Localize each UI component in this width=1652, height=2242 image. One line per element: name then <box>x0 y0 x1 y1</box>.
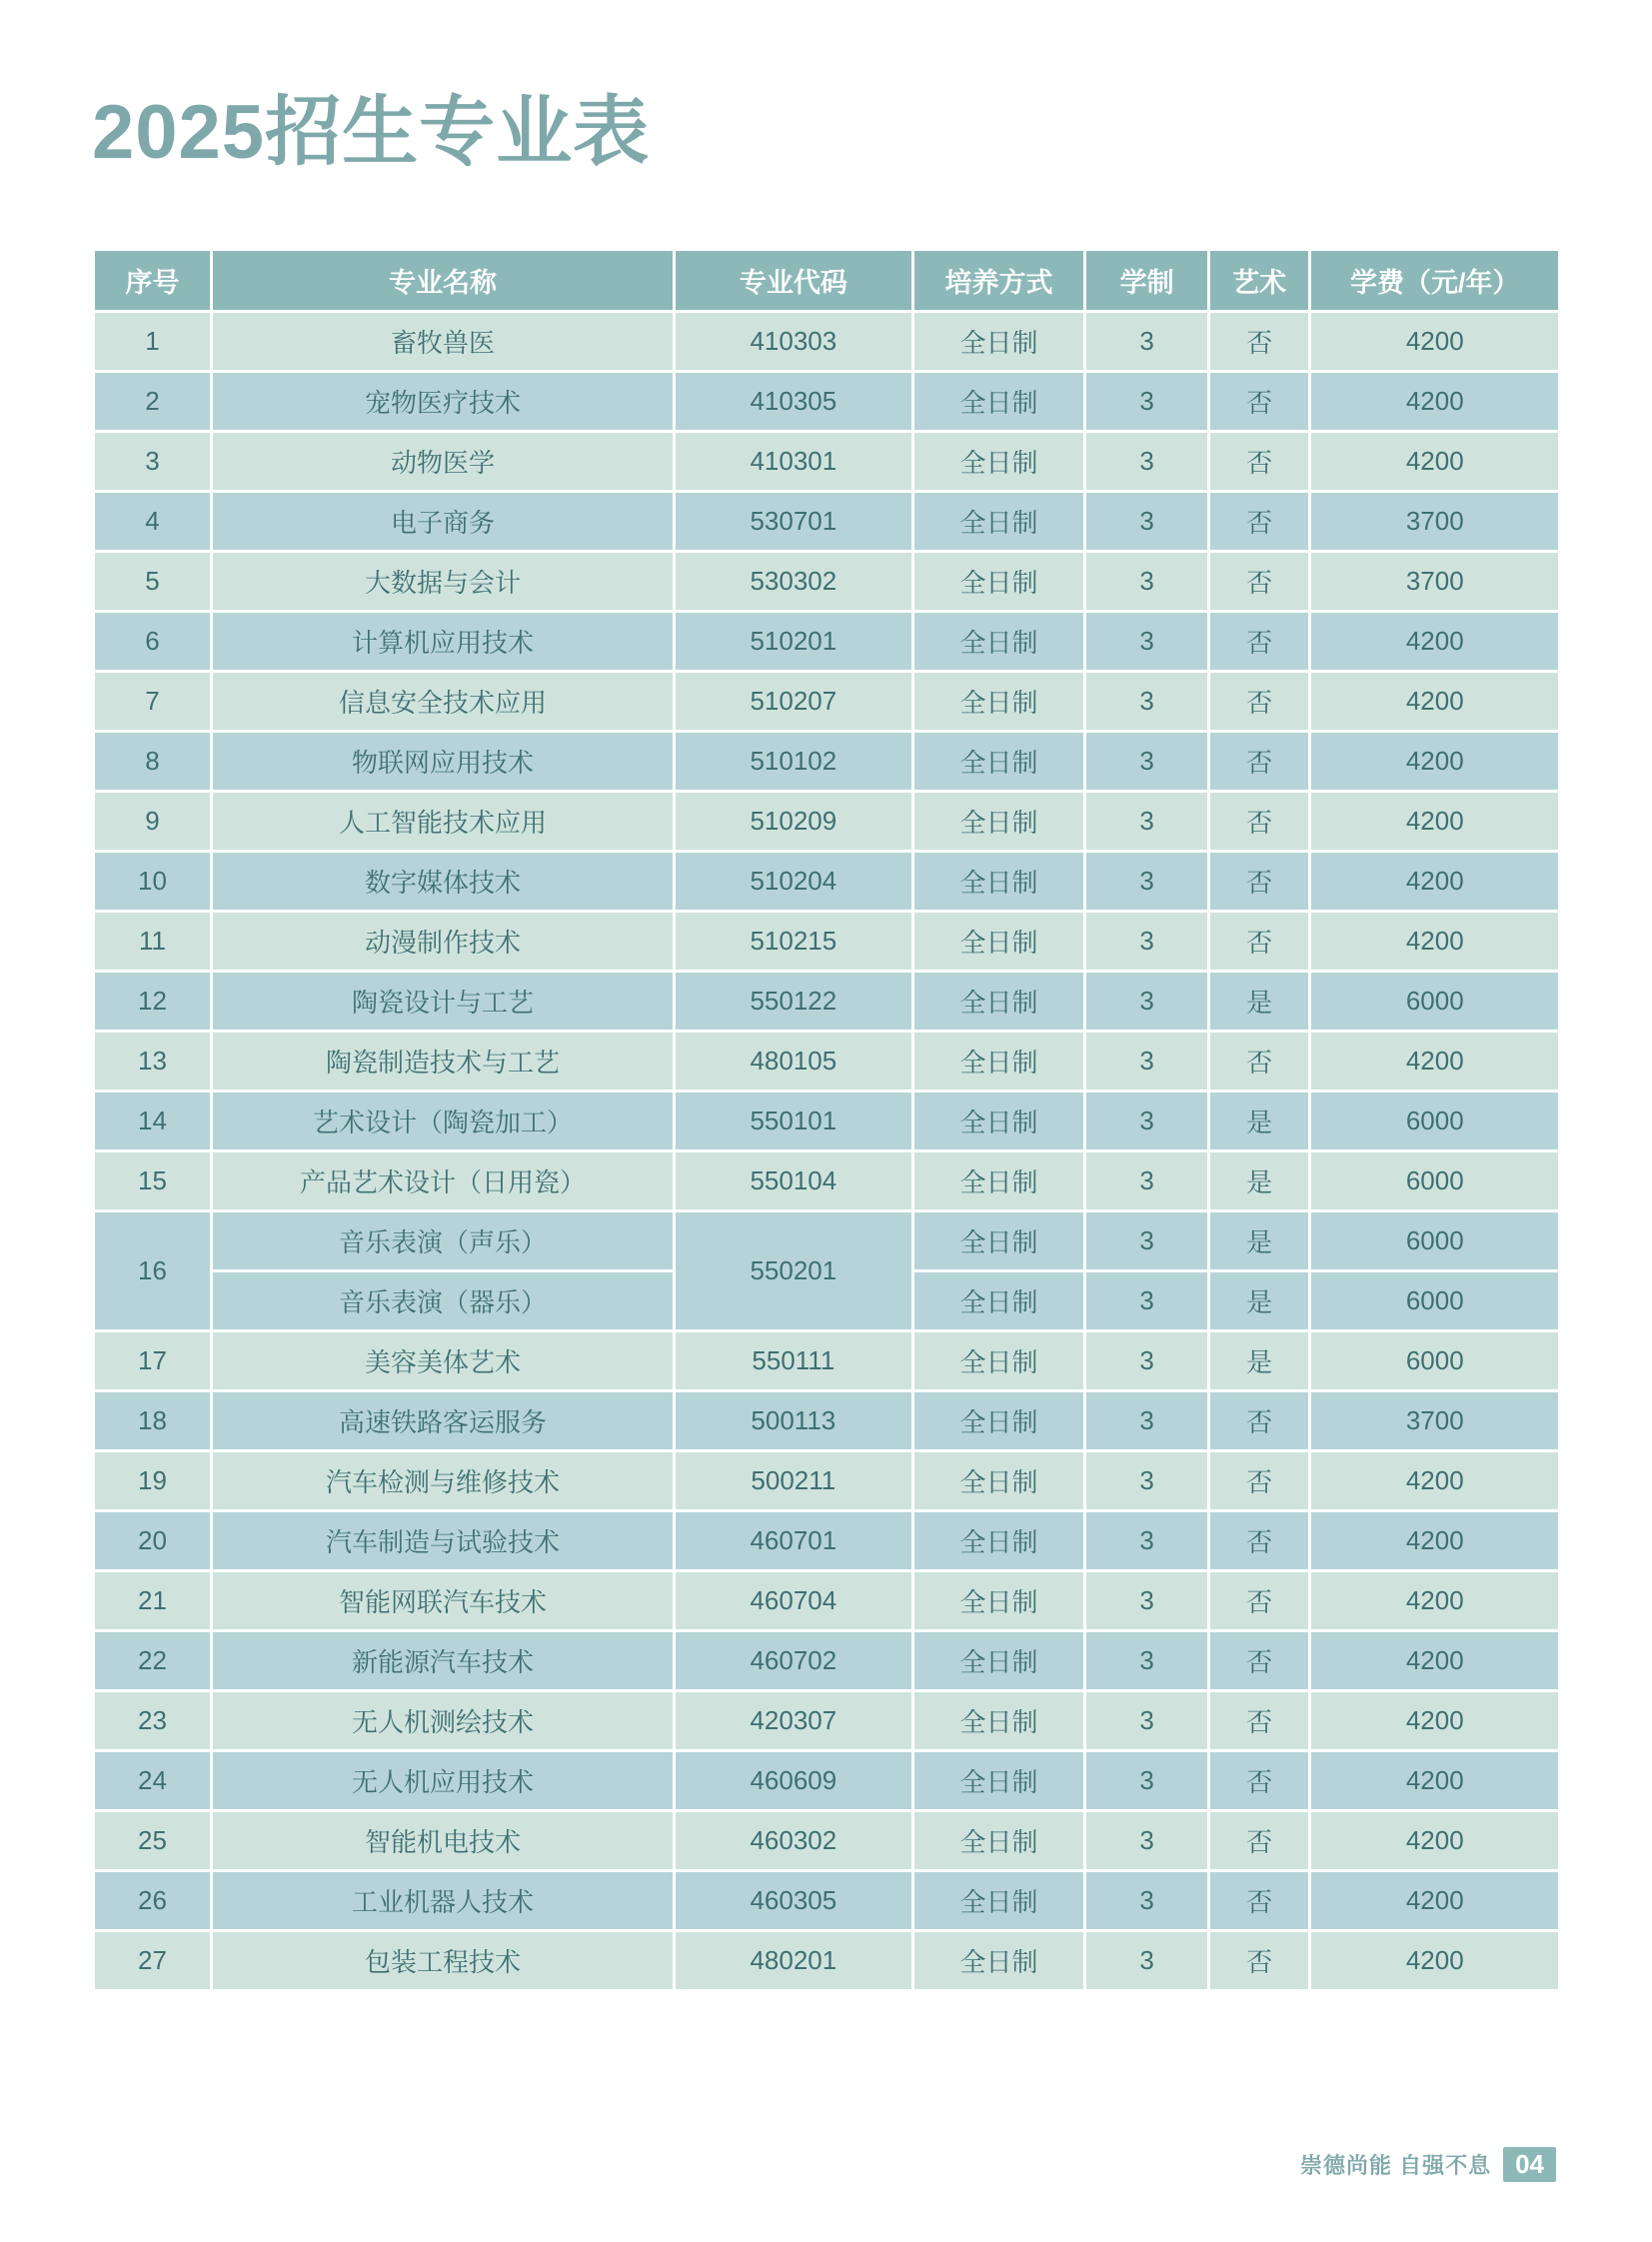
cell-art: 否 <box>1210 1033 1309 1090</box>
cell-training-mode: 全日制 <box>914 493 1084 550</box>
cell-duration: 3 <box>1086 1812 1207 1869</box>
cell-duration: 3 <box>1086 673 1207 730</box>
cell-index: 24 <box>95 1752 210 1809</box>
cell-art: 否 <box>1210 1512 1309 1569</box>
cell-index: 1 <box>95 313 210 370</box>
cell-tuition: 6000 <box>1311 1212 1558 1269</box>
cell-index: 2 <box>95 373 210 430</box>
cell-major-code: 460302 <box>676 1812 911 1869</box>
table-row <box>95 313 1558 370</box>
cell-duration: 3 <box>1086 1093 1207 1149</box>
cell-art: 是 <box>1210 1272 1309 1329</box>
cell-duration: 3 <box>1086 1332 1207 1389</box>
cell-index: 22 <box>95 1632 210 1689</box>
cell-art: 否 <box>1210 673 1309 730</box>
cell-major-name: 美容美体艺术 <box>213 1332 673 1389</box>
cell-training-mode: 全日制 <box>914 1332 1084 1389</box>
cell-major-code: 550111 <box>676 1332 911 1389</box>
header-training-mode: 培养方式 <box>914 251 1084 310</box>
cell-index: 5 <box>95 553 210 610</box>
cell-art: 否 <box>1210 1572 1309 1629</box>
cell-major-code: 500211 <box>676 1452 911 1509</box>
cell-index: 10 <box>95 853 210 910</box>
cell-tuition: 4200 <box>1311 1452 1558 1509</box>
cell-art: 否 <box>1210 853 1309 910</box>
cell-duration: 3 <box>1086 1392 1207 1449</box>
cell-index: 12 <box>95 973 210 1030</box>
cell-tuition: 4200 <box>1311 1033 1558 1090</box>
cell-training-mode: 全日制 <box>914 1452 1084 1509</box>
table-row <box>95 973 1558 1030</box>
table-row <box>95 373 1558 430</box>
cell-training-mode: 全日制 <box>914 1872 1084 1929</box>
header-row <box>95 251 1558 310</box>
cell-tuition: 4200 <box>1311 853 1558 910</box>
cell-tuition: 4200 <box>1311 1752 1558 1809</box>
cell-major-name: 工业机器人技术 <box>213 1872 673 1929</box>
header-tuition: 学费（元/年） <box>1311 251 1558 310</box>
cell-duration: 3 <box>1086 1452 1207 1509</box>
cell-index: 23 <box>95 1692 210 1749</box>
cell-major-code: 460701 <box>676 1512 911 1569</box>
cell-duration: 3 <box>1086 853 1207 910</box>
cell-tuition: 4200 <box>1311 673 1558 730</box>
cell-major-name: 人工智能技术应用 <box>213 793 673 850</box>
table-row <box>95 1332 1558 1389</box>
cell-index: 11 <box>95 913 210 970</box>
cell-major-name: 音乐表演（器乐） <box>213 1272 673 1329</box>
cell-tuition: 4200 <box>1311 373 1558 430</box>
cell-training-mode: 全日制 <box>914 1212 1084 1269</box>
cell-art: 否 <box>1210 733 1309 790</box>
cell-art: 否 <box>1210 793 1309 850</box>
cell-duration: 3 <box>1086 433 1207 490</box>
table-row <box>95 1033 1558 1090</box>
table-row <box>95 1632 1558 1689</box>
cell-training-mode: 全日制 <box>914 733 1084 790</box>
table-row <box>95 1152 1558 1209</box>
header-major-code: 专业代码 <box>676 251 911 310</box>
cell-tuition: 4200 <box>1311 1572 1558 1629</box>
cell-art: 是 <box>1210 1093 1309 1149</box>
cell-major-code: 550201 <box>676 1212 911 1329</box>
cell-duration: 3 <box>1086 553 1207 610</box>
cell-tuition: 4200 <box>1311 1932 1558 1989</box>
table-row <box>95 1932 1558 1989</box>
cell-index: 7 <box>95 673 210 730</box>
cell-art: 是 <box>1210 1332 1309 1389</box>
cell-major-name: 数字媒体技术 <box>213 853 673 910</box>
cell-tuition: 3700 <box>1311 553 1558 610</box>
cell-training-mode: 全日制 <box>914 373 1084 430</box>
cell-tuition: 4200 <box>1311 1632 1558 1689</box>
cell-training-mode: 全日制 <box>914 1033 1084 1090</box>
cell-tuition: 4200 <box>1311 913 1558 970</box>
cell-major-code: 530302 <box>676 553 911 610</box>
cell-major-name: 动物医学 <box>213 433 673 490</box>
cell-major-code: 410303 <box>676 313 911 370</box>
cell-major-name: 无人机应用技术 <box>213 1752 673 1809</box>
page-footer <box>1300 2147 1556 2182</box>
cell-duration: 3 <box>1086 1752 1207 1809</box>
cell-art: 否 <box>1210 613 1309 670</box>
cell-training-mode: 全日制 <box>914 1932 1084 1989</box>
cell-art: 否 <box>1210 1632 1309 1689</box>
cell-tuition: 4200 <box>1311 613 1558 670</box>
cell-index: 4 <box>95 493 210 550</box>
cell-major-code: 460305 <box>676 1872 911 1929</box>
cell-major-name: 畜牧兽医 <box>213 313 673 370</box>
cell-art: 否 <box>1210 553 1309 610</box>
cell-art: 是 <box>1210 973 1309 1030</box>
cell-art: 否 <box>1210 493 1309 550</box>
cell-major-name: 音乐表演（声乐） <box>213 1212 673 1269</box>
cell-training-mode: 全日制 <box>914 433 1084 490</box>
table-row <box>95 493 1558 550</box>
cell-major-name: 智能网联汽车技术 <box>213 1572 673 1629</box>
cell-major-code: 550104 <box>676 1152 911 1209</box>
cell-art: 否 <box>1210 1932 1309 1989</box>
cell-art: 否 <box>1210 1392 1309 1449</box>
cell-art: 是 <box>1210 1212 1309 1269</box>
cell-duration: 3 <box>1086 313 1207 370</box>
cell-index: 16 <box>95 1212 210 1329</box>
table-row <box>95 913 1558 970</box>
header-major-name: 专业名称 <box>213 251 673 310</box>
cell-major-name: 汽车制造与试验技术 <box>213 1512 673 1569</box>
cell-index: 18 <box>95 1392 210 1449</box>
table-row <box>95 1452 1558 1509</box>
cell-training-mode: 全日制 <box>914 1812 1084 1869</box>
cell-art: 否 <box>1210 1692 1309 1749</box>
cell-training-mode: 全日制 <box>914 1512 1084 1569</box>
cell-art: 否 <box>1210 1752 1309 1809</box>
cell-duration: 3 <box>1086 793 1207 850</box>
table-row <box>95 433 1558 490</box>
cell-duration: 3 <box>1086 1152 1207 1209</box>
cell-major-code: 510201 <box>676 613 911 670</box>
table-row <box>95 853 1558 910</box>
cell-training-mode: 全日制 <box>914 1093 1084 1149</box>
cell-training-mode: 全日制 <box>914 313 1084 370</box>
cell-major-name: 高速铁路客运服务 <box>213 1392 673 1449</box>
cell-index: 15 <box>95 1152 210 1209</box>
cell-major-code: 510204 <box>676 853 911 910</box>
cell-index: 25 <box>95 1812 210 1869</box>
cell-art: 是 <box>1210 1152 1309 1209</box>
cell-index: 13 <box>95 1033 210 1090</box>
table-row <box>95 1872 1558 1929</box>
cell-training-mode: 全日制 <box>914 793 1084 850</box>
cell-major-name: 电子商务 <box>213 493 673 550</box>
table-row <box>95 1212 1558 1269</box>
cell-duration: 3 <box>1086 613 1207 670</box>
cell-major-code: 530701 <box>676 493 911 550</box>
cell-major-code: 410305 <box>676 373 911 430</box>
cell-index: 8 <box>95 733 210 790</box>
cell-major-name: 包装工程技术 <box>213 1932 673 1989</box>
table-row <box>95 733 1558 790</box>
cell-major-name: 新能源汽车技术 <box>213 1632 673 1689</box>
cell-tuition: 4200 <box>1311 1812 1558 1869</box>
cell-duration: 3 <box>1086 1272 1207 1329</box>
cell-tuition: 3700 <box>1311 1392 1558 1449</box>
cell-major-code: 460609 <box>676 1752 911 1809</box>
cell-duration: 3 <box>1086 493 1207 550</box>
cell-training-mode: 全日制 <box>914 1632 1084 1689</box>
cell-major-code: 460704 <box>676 1572 911 1629</box>
footer-page-number: 04 <box>1503 2147 1556 2182</box>
cell-major-code: 500113 <box>676 1392 911 1449</box>
table-row <box>95 1812 1558 1869</box>
table-row <box>95 1512 1558 1569</box>
cell-art: 否 <box>1210 1812 1309 1869</box>
cell-major-name: 智能机电技术 <box>213 1812 673 1869</box>
cell-index: 9 <box>95 793 210 850</box>
header-duration: 学制 <box>1086 251 1207 310</box>
cell-index: 14 <box>95 1093 210 1149</box>
cell-training-mode: 全日制 <box>914 673 1084 730</box>
cell-tuition: 4200 <box>1311 1512 1558 1569</box>
cell-major-code: 510102 <box>676 733 911 790</box>
table-row <box>95 793 1558 850</box>
cell-major-name: 动漫制作技术 <box>213 913 673 970</box>
header-index: 序号 <box>95 251 210 310</box>
cell-training-mode: 全日制 <box>914 1272 1084 1329</box>
cell-training-mode: 全日制 <box>914 1152 1084 1209</box>
cell-major-code: 480105 <box>676 1033 911 1090</box>
cell-duration: 3 <box>1086 1572 1207 1629</box>
cell-duration: 3 <box>1086 1632 1207 1689</box>
cell-duration: 3 <box>1086 913 1207 970</box>
table-header <box>95 251 1558 310</box>
cell-tuition: 4200 <box>1311 793 1558 850</box>
majors-table <box>92 248 1561 1992</box>
cell-training-mode: 全日制 <box>914 553 1084 610</box>
table-body <box>95 313 1558 1989</box>
cell-tuition: 4200 <box>1311 1872 1558 1929</box>
cell-duration: 3 <box>1086 973 1207 1030</box>
cell-art: 否 <box>1210 913 1309 970</box>
cell-index: 19 <box>95 1452 210 1509</box>
cell-training-mode: 全日制 <box>914 973 1084 1030</box>
table-row <box>95 673 1558 730</box>
cell-major-code: 480201 <box>676 1932 911 1989</box>
cell-major-code: 510207 <box>676 673 911 730</box>
table-row <box>95 1093 1558 1149</box>
cell-index: 27 <box>95 1932 210 1989</box>
cell-training-mode: 全日制 <box>914 913 1084 970</box>
cell-training-mode: 全日制 <box>914 1692 1084 1749</box>
cell-tuition: 6000 <box>1311 1272 1558 1329</box>
cell-art: 否 <box>1210 373 1309 430</box>
cell-duration: 3 <box>1086 1512 1207 1569</box>
cell-major-name: 宠物医疗技术 <box>213 373 673 430</box>
cell-duration: 3 <box>1086 373 1207 430</box>
cell-index: 20 <box>95 1512 210 1569</box>
cell-major-name: 物联网应用技术 <box>213 733 673 790</box>
cell-training-mode: 全日制 <box>914 1752 1084 1809</box>
cell-training-mode: 全日制 <box>914 1572 1084 1629</box>
cell-major-name: 无人机测绘技术 <box>213 1692 673 1749</box>
table-row <box>95 1692 1558 1749</box>
header-art: 艺术 <box>1210 251 1309 310</box>
cell-major-code: 460702 <box>676 1632 911 1689</box>
cell-major-name: 陶瓷制造技术与工艺 <box>213 1033 673 1090</box>
cell-index: 3 <box>95 433 210 490</box>
cell-duration: 3 <box>1086 1692 1207 1749</box>
cell-major-code: 550122 <box>676 973 911 1030</box>
cell-duration: 3 <box>1086 1932 1207 1989</box>
table-row <box>95 1752 1558 1809</box>
cell-major-code: 510215 <box>676 913 911 970</box>
footer-motto: 崇德尚能 自强不息 <box>1299 2153 1492 2178</box>
cell-index: 6 <box>95 613 210 670</box>
cell-major-code: 410301 <box>676 433 911 490</box>
majors-table-wrapper <box>92 248 1561 1992</box>
cell-tuition: 4200 <box>1311 733 1558 790</box>
cell-duration: 3 <box>1086 1212 1207 1269</box>
cell-training-mode: 全日制 <box>914 853 1084 910</box>
table-row <box>95 613 1558 670</box>
table-row <box>95 1572 1558 1629</box>
cell-art: 否 <box>1210 1872 1309 1929</box>
cell-major-name: 汽车检测与维修技术 <box>213 1452 673 1509</box>
cell-duration: 3 <box>1086 733 1207 790</box>
cell-major-name: 计算机应用技术 <box>213 613 673 670</box>
cell-tuition: 6000 <box>1311 973 1558 1030</box>
cell-index: 17 <box>95 1332 210 1389</box>
cell-tuition: 4200 <box>1311 313 1558 370</box>
cell-major-code: 420307 <box>676 1692 911 1749</box>
cell-art: 否 <box>1210 433 1309 490</box>
page-title: 2025招生专业表 <box>92 90 651 175</box>
table-row <box>95 553 1558 610</box>
cell-tuition: 4200 <box>1311 1692 1558 1749</box>
cell-major-code: 550101 <box>676 1093 911 1149</box>
cell-training-mode: 全日制 <box>914 613 1084 670</box>
cell-tuition: 4200 <box>1311 433 1558 490</box>
cell-major-name: 大数据与会计 <box>213 553 673 610</box>
cell-tuition: 6000 <box>1311 1332 1558 1389</box>
cell-tuition: 6000 <box>1311 1152 1558 1209</box>
cell-index: 26 <box>95 1872 210 1929</box>
cell-art: 否 <box>1210 1452 1309 1509</box>
cell-major-name: 陶瓷设计与工艺 <box>213 973 673 1030</box>
cell-major-name: 产品艺术设计（日用瓷） <box>213 1152 673 1209</box>
cell-tuition: 3700 <box>1311 493 1558 550</box>
cell-duration: 3 <box>1086 1033 1207 1090</box>
cell-major-code: 510209 <box>676 793 911 850</box>
cell-major-name: 信息安全技术应用 <box>213 673 673 730</box>
table-row <box>95 1392 1558 1449</box>
cell-duration: 3 <box>1086 1872 1207 1929</box>
cell-major-name: 艺术设计（陶瓷加工） <box>213 1093 673 1149</box>
cell-index: 21 <box>95 1572 210 1629</box>
cell-tuition: 6000 <box>1311 1093 1558 1149</box>
cell-art: 否 <box>1210 313 1309 370</box>
cell-training-mode: 全日制 <box>914 1392 1084 1449</box>
